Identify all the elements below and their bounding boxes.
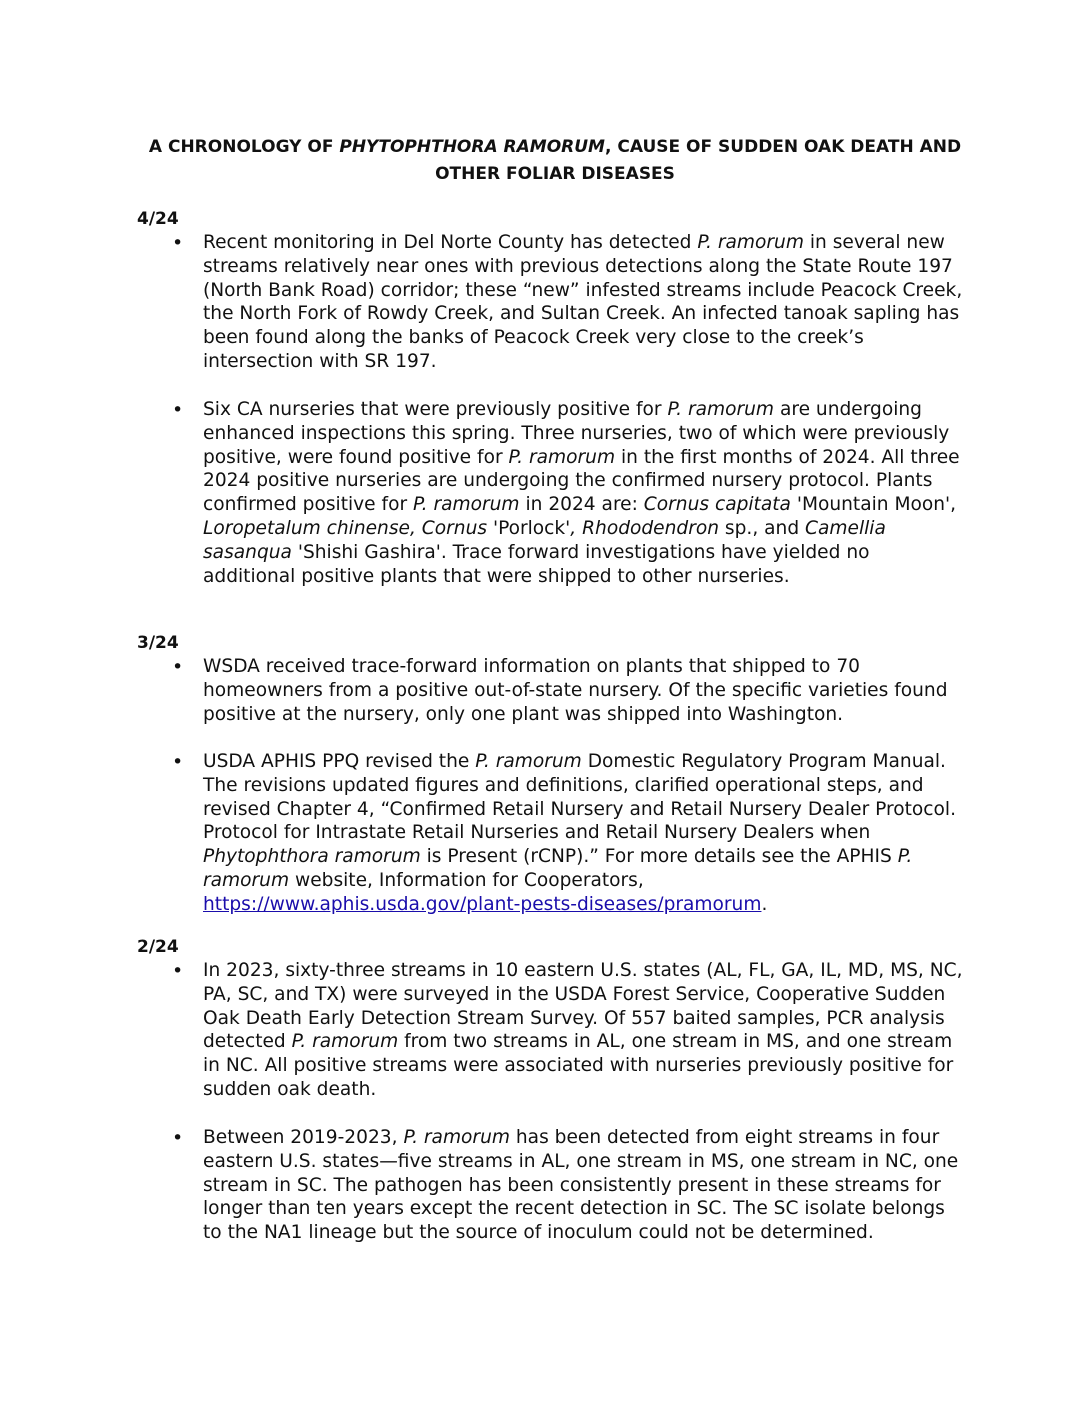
italic-term: P. ramorum [203,846,913,891]
text-run: are undergoing enhanced inspections this spring. Three nurseries, two of which were previously positive, were found positive for [203,399,950,468]
italic-term: P. ramorum [403,1127,510,1148]
text-run: 'Shishi Gashira'. Trace forward investigations have yielded no additional positive plants that were shipped to other nurseries. [203,541,870,587]
text-run: In 2023, sixty-three streams in 10 eastern U.S. states (AL, FL, GA, IL, MD, MS, NC, PA, SC, and TX) were surveyed in the USDA Forest Service, Cooperative Sudden Oak Death Early Detection Stream Survey. Of 557 baited samples, PCR analysis detected [203,960,963,1053]
text-run: 'Porlock' [487,517,571,539]
italic-term: Camellia sasanqua [203,517,886,563]
italic-term: P. ramorum [697,232,804,253]
bullet-icon: • [172,751,184,773]
bullet-icon: • [172,656,184,678]
text-run: in the first months of 2024. All three 2024 positive nurseries are undergoing the confirmed nursery protocol. Plants confirmed positive for [203,446,960,516]
text-run: . [761,893,768,915]
text-run: has been detected from eight streams in four eastern U.S. states—five streams in AL, one stream in MS, one stream in NC, one stream in SC. The pathogen has been consistently present in these streams for longer than ten years except the recent detection in SC. The SC isolate belongs to the NA1 lineage but the source of inoculum could not be determined. [203,1127,959,1244]
text-run: in several new streams relatively near ones with previous detections along the State Route 197 (North Bank Road) corridor; these “new” infested streams include Peacock Creek, the North Fork of Rowdy Creek, and Sultan Creek. An infected tanoak sapling has been found along the banks of Peacock Creek very close to the creek’s intersection with SR 197. [203,232,963,372]
section-date-2-24: 2/24 [137,937,179,957]
section-date-4-24: 4/24 [137,209,179,229]
text-run: Domestic Regulatory Program Manual. The revisions updated figures and definitions, clarified operational steps, and revised Chapter 4, “Confirmed Retail Nursery and Retail Nursery Dealer Protocol. Protocol for Intrastate Retail Nurseries and Retail Nursery Dealers when [203,751,956,844]
text-run: in 2024 are: [519,494,644,516]
entry-paragraph [203,398,963,588]
text-run: sp., and [719,517,806,539]
text-run: Recent monitoring in Del Norte County has detected [203,232,698,253]
italic-term: P. ramorum [413,494,520,516]
bullet-icon: • [172,232,184,254]
title-tail: , CAUSE OF SUDDEN OAK DEATH AND OTHER FOLIAR DISEASES [435,137,962,184]
text-run: Between 2019-2023, [203,1127,404,1148]
entry-paragraph [203,959,963,1102]
text-run: 'Mountain Moon', [790,494,957,516]
bullet-icon: • [172,960,184,982]
text-run: is Present (rCNP).” For more details see the APHIS [420,846,898,868]
text-run: Six CA nurseries that were previously positive for [203,399,668,420]
text-run: from two streams in AL, one stream in MS, and one stream in NC. All positive streams were associated with nurseries previously positive for sudden oak death. [203,1031,954,1100]
italic-term: P. ramorum [475,751,582,772]
text-run: website, Information for Cooperators, [289,869,644,891]
italic-term: P. ramorum [508,446,616,468]
entry-paragraph [203,1126,963,1245]
italic-term: , Rhododendron [570,517,720,539]
entry-paragraph [203,655,963,726]
entry-paragraph [203,231,963,374]
italic-term: Loropetalum chinense, Cornus [203,517,488,539]
bullet-icon: • [172,1127,184,1149]
italic-term: P. ramorum [291,1031,399,1053]
text-run: WSDA received trace-forward information on plants that shipped to 70 homeowners from a positive out-of-state nursery. Of the specific varieties found positive at the nursery, only one plant was shipped into Washington. [203,656,948,725]
italic-term: Phytophthora ramorum [203,846,421,868]
entry-paragraph [203,750,963,917]
document-title [120,134,990,188]
italic-term: Cornus capitata [643,494,791,516]
text-run: USDA APHIS PPQ revised the [203,751,476,772]
aphis-pramorum-link[interactable]: https://www.aphis.usda.gov/plant-pests-diseases/pramorum [203,893,762,915]
title-lead: A CHRONOLOGY OF [148,137,340,157]
bullet-icon: • [172,399,184,421]
section-date-3-24: 3/24 [137,633,179,653]
title-species: PHYTOPHTHORA RAMORUM [339,137,605,157]
italic-term: P. ramorum [667,399,775,420]
